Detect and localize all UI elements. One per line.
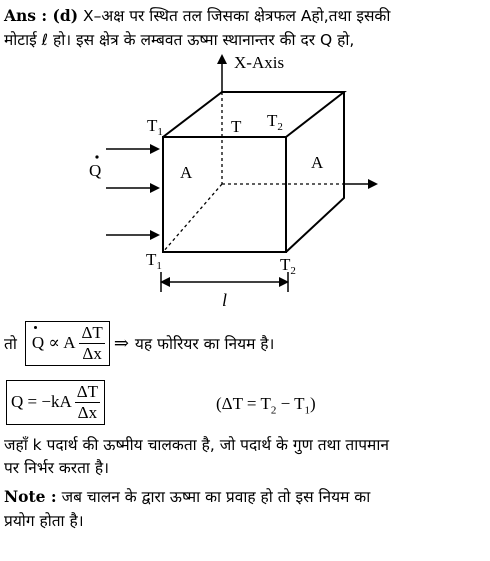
equation-numerator: ΔT <box>76 381 99 401</box>
equation-lhs: Q = −kA <box>11 392 72 411</box>
note-label: Note : <box>4 487 57 506</box>
x-axis-label: X-Axis <box>234 53 285 72</box>
cube-top-face <box>163 92 344 137</box>
face-a-side-label: A <box>311 153 324 172</box>
x-axis-right-arrowhead-icon <box>368 179 378 189</box>
fourier-fraction <box>79 323 104 364</box>
delta-t-definition: $(\Delta T = T_2 - T_1)$ <box>216 394 316 417</box>
fourier-q-dot <box>34 326 37 329</box>
fourier-denominator: Δx <box>82 343 102 363</box>
equation-denominator: Δx <box>77 402 98 422</box>
t-mid-label: T <box>231 117 242 136</box>
t1-top-label: $T_1$ <box>147 116 163 138</box>
t1-bottom-label: $T_1$ <box>146 250 162 272</box>
equation-fraction <box>75 382 100 423</box>
cube-front-face <box>163 137 286 252</box>
face-a-front-label: A <box>180 163 193 182</box>
implies-arrow: ⇒ <box>113 332 129 353</box>
answer-label: Ans : (d) <box>4 6 79 25</box>
note-line-2: प्रयोग होता है। <box>4 512 84 530</box>
q-dot <box>95 155 98 158</box>
heat-arrow-1-icon <box>150 144 160 154</box>
hidden-edge-diagonal <box>163 184 222 252</box>
heat-arrow-3-icon <box>150 230 160 240</box>
heat-arrow-2-icon <box>150 183 160 193</box>
intro-text-1: X–अक्ष पर स्थित तल जिसका क्षेत्रफल Aहो,तथा इसकी <box>82 7 391 25</box>
note-text-1: जब चालन के द्वारा ऊष्मा का प्रवाह हो तो इस नियम का <box>61 488 371 506</box>
explain-line-2: पर निर्भर करता है। <box>4 459 109 477</box>
cube-right-face <box>286 92 344 252</box>
fourier-lhs: Q ∝ A <box>31 333 76 352</box>
t2-bottom-label: $T_2$ <box>280 255 296 277</box>
fourier-text: यह फोरियर का नियम है। <box>134 335 275 353</box>
equation-row <box>6 376 105 428</box>
fourier-law-row <box>4 318 274 368</box>
length-label: l <box>222 290 228 310</box>
fourier-prefix: तो <box>4 335 17 353</box>
equation-box <box>6 380 105 425</box>
explain-line-1: जहाँ k पदार्थ की ऊष्मीय चालकता है, जो पदार्थ के गुण तथा तापमान <box>4 436 389 454</box>
fourier-formula-box <box>25 321 110 366</box>
intro-line-2: मोटाई ℓ हो। इस क्षेत्र के लम्बवत ऊष्मा स्थानान्तर की दर Q हो, <box>4 31 355 49</box>
t2-top-label: $T_2$ <box>267 111 283 133</box>
q-label: Q <box>89 161 102 180</box>
fourier-numerator: ΔT <box>81 322 103 342</box>
x-axis-arrowhead-icon <box>217 54 227 64</box>
note-line-1 <box>4 487 370 507</box>
